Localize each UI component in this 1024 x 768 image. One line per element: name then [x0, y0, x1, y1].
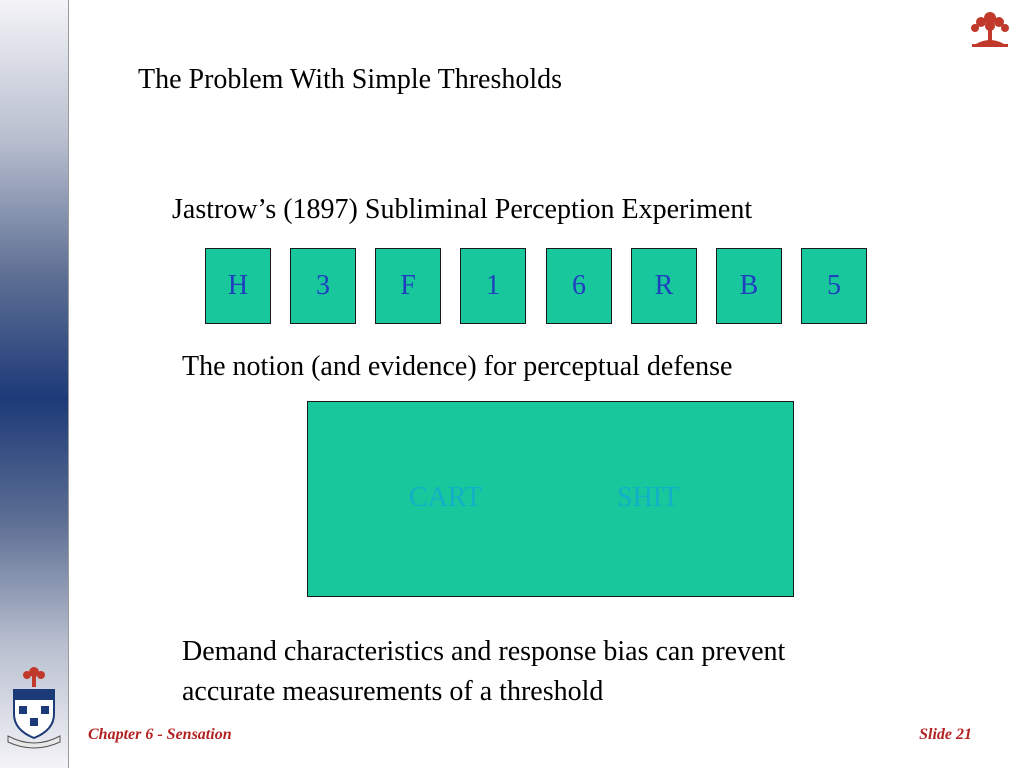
- demand-line-2: accurate measurements of a threshold: [182, 676, 604, 707]
- stimulus-card: F: [375, 248, 441, 324]
- university-crest-icon: [6, 662, 62, 752]
- box-word-cart: CART: [409, 482, 482, 513]
- stimulus-card: 3: [290, 248, 356, 324]
- perceptual-defense-text: The notion (and evidence) for perceptual defense: [182, 351, 733, 382]
- footer-slide-number: Slide 21: [919, 726, 972, 743]
- word-display-box: [307, 401, 794, 597]
- stimulus-card: B: [716, 248, 782, 324]
- stimulus-card: 5: [801, 248, 867, 324]
- slide-title: The Problem With Simple Thresholds: [138, 64, 563, 95]
- stimulus-card: R: [631, 248, 697, 324]
- demand-characteristics-text: [182, 632, 942, 712]
- footer-chapter: Chapter 6 - Sensation: [88, 726, 232, 743]
- experiment-heading: Jastrow’s (1897) Subliminal Perception Experiment: [172, 194, 753, 225]
- stimulus-card: 1: [460, 248, 526, 324]
- stimulus-card: 6: [546, 248, 612, 324]
- tree-logo-icon: [966, 8, 1014, 50]
- stimulus-card: H: [205, 248, 271, 324]
- demand-line-1: Demand characteristics and response bias can prevent: [182, 636, 786, 667]
- box-word-second: SHIT: [617, 482, 680, 513]
- sidebar-gradient: [0, 0, 69, 768]
